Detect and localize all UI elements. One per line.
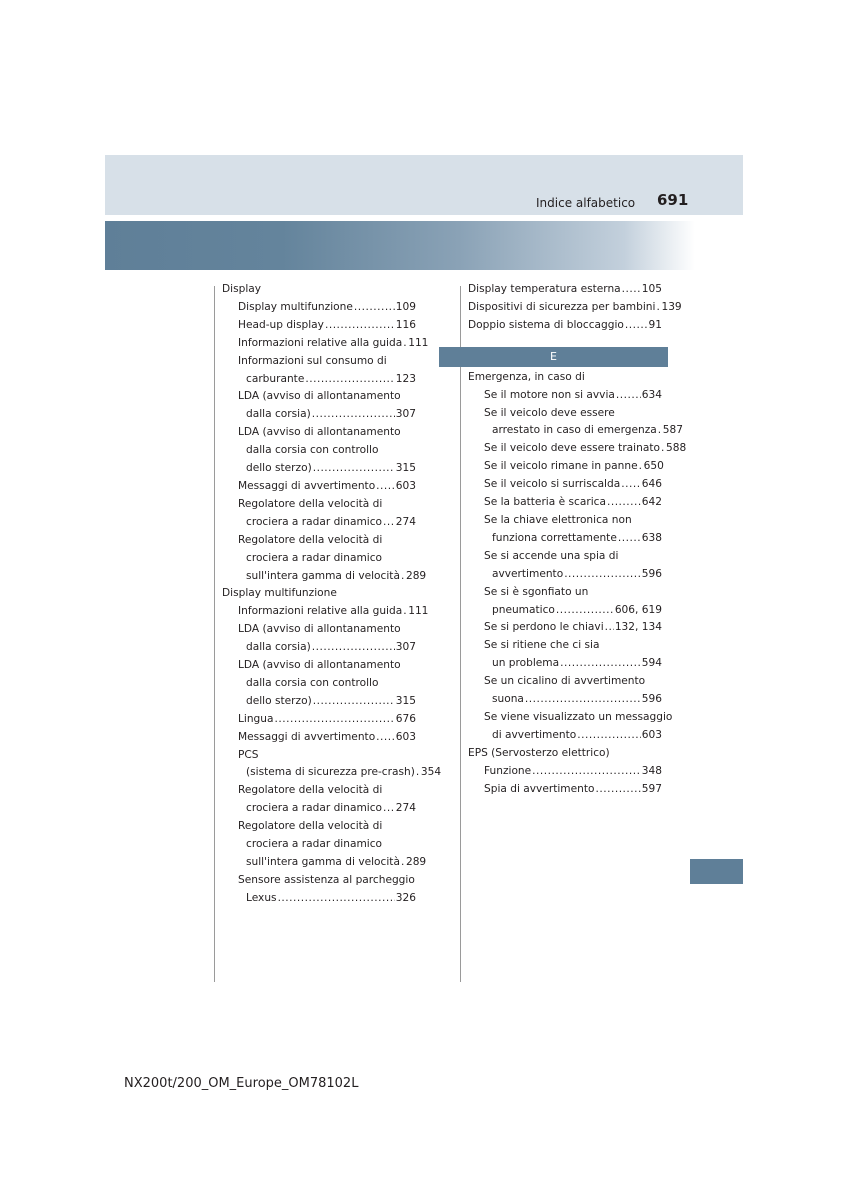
- entry-page-number: 111: [408, 605, 429, 618]
- index-subentry: [222, 371, 416, 389]
- dot-leader: [325, 317, 395, 335]
- entry-text: Lexus: [246, 891, 277, 904]
- index-entry: [468, 745, 662, 763]
- index-subentry: [222, 764, 442, 782]
- dot-leader: [401, 568, 405, 586]
- entry-text: PCS: [238, 748, 259, 761]
- index-entry: [468, 369, 662, 387]
- index-subentry: [468, 566, 662, 584]
- index-subentry: [222, 818, 416, 836]
- index-subentry: [468, 458, 662, 476]
- index-subentry: [222, 890, 416, 908]
- entry-text: crociera a radar dinamico: [246, 515, 383, 528]
- entry-page-number: 642: [641, 496, 662, 509]
- index-subentry: [222, 317, 416, 335]
- entry-text: dalla corsia): [246, 641, 311, 654]
- entry-text: pneumatico: [492, 603, 555, 616]
- entry-text: avvertimento: [492, 567, 564, 580]
- entry-page-number: 289: [405, 569, 427, 582]
- right-index-bottom: [468, 369, 687, 799]
- entry-text: dalla corsia con controllo: [246, 444, 379, 457]
- entry-page-number: 315: [395, 462, 416, 475]
- entry-page-number: 588: [665, 442, 687, 455]
- entry-text: Informazioni relative alla guida: [238, 336, 403, 349]
- dot-leader: [403, 335, 407, 353]
- dot-leader: [313, 693, 395, 711]
- entry-text: Display multifunzione: [238, 300, 353, 313]
- index-subentry: [222, 335, 429, 353]
- entry-page-number: 116: [395, 318, 416, 331]
- index-subentry: [468, 602, 662, 620]
- entry-page-number: 111: [408, 336, 429, 349]
- entry-page-number: 274: [395, 802, 416, 815]
- entry-text: Se il veicolo rimane in panne: [484, 460, 638, 473]
- entry-text: Se si è sgonfiato un: [484, 585, 589, 598]
- entry-page-number: 354: [420, 766, 442, 779]
- dot-leader: [616, 387, 641, 405]
- dot-leader: [564, 566, 641, 584]
- entry-page-number: 289: [405, 856, 427, 868]
- dot-leader: [376, 729, 395, 747]
- entry-text: Funzione: [484, 764, 532, 777]
- dot-leader: [275, 711, 395, 729]
- index-subentry: [222, 782, 416, 800]
- entry-page-number: 603: [641, 728, 662, 741]
- index-subentry: [222, 568, 427, 586]
- entry-text: dello sterzo): [246, 462, 312, 475]
- entry-text: Se la chiave elettronica non: [484, 513, 632, 526]
- index-subentry: [468, 422, 683, 440]
- index-subentry: [222, 675, 416, 693]
- entry-text: Se il veicolo deve essere: [484, 406, 615, 419]
- right-index-top: [468, 281, 682, 335]
- left-index-column: [222, 281, 442, 908]
- header-bar: [105, 155, 743, 215]
- index-subentry: [222, 639, 416, 657]
- index-subentry: [468, 476, 662, 494]
- page-number: 691: [657, 191, 689, 209]
- dot-leader: [401, 854, 405, 872]
- index-subentry: [468, 440, 687, 458]
- index-subentry: [222, 800, 416, 818]
- entry-text: EPS (Servosterzo elettrico): [468, 746, 610, 759]
- index-subentry: [222, 496, 416, 514]
- entry-text: suona: [492, 693, 524, 706]
- index-subentry: [222, 729, 416, 747]
- index-subentry: [468, 709, 673, 727]
- dot-leader: [656, 299, 660, 317]
- index-subentry: [468, 763, 662, 781]
- dot-leader: [403, 603, 407, 621]
- entry-text: dello sterzo): [246, 694, 312, 707]
- entry-text: Display temperatura esterna: [468, 283, 621, 295]
- entry-text: Se si accende una spia di: [484, 549, 619, 562]
- entry-text: Spia di avvertimento: [484, 782, 595, 795]
- entry-text: Informazioni relative alla guida: [238, 605, 403, 618]
- entry-text: Regolatore della velocità di: [238, 497, 383, 510]
- dot-leader: [605, 619, 614, 637]
- entry-text: Emergenza, in caso di: [468, 370, 585, 383]
- dot-leader: [532, 763, 641, 781]
- entry-page-number: 634: [641, 388, 662, 401]
- entry-text: funziona correttamente: [492, 531, 617, 544]
- index-subentry: [468, 655, 662, 673]
- entry-page-number: 603: [395, 730, 416, 743]
- dot-leader: [595, 781, 640, 799]
- entry-page-number: 348: [641, 764, 662, 777]
- entry-text: crociera a radar dinamico: [246, 551, 383, 564]
- index-subentry: [222, 406, 416, 424]
- entry-text: Informazioni sul consumo di: [238, 354, 387, 367]
- entry-page-number: 596: [641, 567, 662, 580]
- dot-leader: [312, 639, 395, 657]
- dot-leader: [658, 422, 662, 440]
- dot-leader: [312, 406, 395, 424]
- entry-text: Messaggi di avvertimento: [238, 730, 376, 743]
- entry-text: Se un cicalino di avvertimento: [484, 675, 646, 688]
- entry-page-number: 315: [395, 694, 416, 707]
- index-subentry: [222, 550, 416, 568]
- entry-text: Se viene visualizzato un messaggio: [484, 710, 673, 723]
- entry-text: Regolatore della velocità di: [238, 533, 383, 546]
- entry-text: Regolatore della velocità di: [238, 784, 383, 797]
- index-subentry: [222, 747, 416, 765]
- entry-text: (sistema di sicurezza pre-crash): [246, 766, 415, 779]
- entry-page-number: 638: [641, 531, 662, 544]
- index-subentry: [468, 405, 662, 423]
- entry-page-number: 587: [662, 424, 683, 437]
- entry-page-number: 105: [641, 283, 662, 295]
- dot-leader: [621, 476, 641, 494]
- left-column-rule: [214, 286, 215, 982]
- entry-text: Dispositivi di sicurezza per bambini: [468, 300, 656, 313]
- entry-text: sull'intera gamma di velocità: [246, 856, 400, 868]
- entry-page-number: 274: [395, 515, 416, 528]
- index-subentry: [468, 727, 662, 745]
- dot-leader: [622, 281, 641, 299]
- dot-leader: [639, 458, 643, 476]
- dot-leader: [383, 514, 395, 532]
- dot-leader: [661, 440, 665, 458]
- index-subentry: [222, 657, 416, 675]
- entry-text: crociera a radar dinamico: [246, 802, 383, 815]
- dot-leader: [625, 317, 648, 335]
- index-entry: [468, 299, 682, 317]
- entry-text: dalla corsia): [246, 408, 311, 421]
- index-subentry: [222, 836, 416, 854]
- entry-text: Head-up display: [238, 318, 324, 331]
- index-subentry: [468, 691, 662, 709]
- dot-leader: [607, 494, 641, 512]
- entry-page-number: 109: [395, 300, 416, 313]
- index-subentry: [222, 532, 416, 550]
- entry-text: Se il veicolo deve essere trainato: [484, 442, 660, 455]
- entry-page-number: 596: [641, 693, 662, 706]
- index-entry: [222, 585, 416, 603]
- entry-page-number: 594: [641, 657, 662, 670]
- entry-text: Se la batteria è scarica: [484, 496, 606, 509]
- dot-leader: [556, 602, 614, 620]
- entry-page-number: 606, 619: [614, 603, 662, 616]
- index-subentry: [468, 512, 662, 530]
- index-subentry: [222, 442, 416, 460]
- entry-text: carburante: [246, 372, 305, 385]
- entry-page-number: 123: [395, 372, 416, 385]
- index-subentry: [468, 584, 662, 602]
- entry-text: Se il veicolo si surriscalda: [484, 478, 621, 491]
- index-subentry: [468, 637, 662, 655]
- index-entry: [468, 317, 662, 335]
- index-subentry: [468, 673, 662, 691]
- index-subentry: [222, 621, 416, 639]
- entry-text: crociera a radar dinamico: [246, 838, 383, 851]
- index-entry: [468, 281, 662, 299]
- dot-leader: [577, 727, 641, 745]
- entry-text: Messaggi di avvertimento: [238, 479, 376, 492]
- entry-text: Sensore assistenza al parcheggio: [238, 873, 415, 886]
- header-title: Indice alfabetico: [536, 196, 636, 210]
- dot-leader: [305, 371, 394, 389]
- entry-text: LDA (avviso di allontanamento: [238, 390, 401, 403]
- dot-leader: [376, 478, 395, 496]
- dot-leader: [560, 655, 641, 673]
- dot-leader: [525, 691, 641, 709]
- entry-text: dalla corsia con controllo: [246, 676, 379, 689]
- entry-page-number: 139: [661, 300, 682, 313]
- entry-page-number: 132, 134: [614, 621, 662, 634]
- entry-text: LDA (avviso di allontanamento: [238, 426, 401, 439]
- entry-page-number: 307: [395, 408, 416, 421]
- entry-text: Doppio sistema di bloccaggio: [468, 318, 624, 331]
- index-subentry: [222, 478, 416, 496]
- entry-page-number: 603: [395, 479, 416, 492]
- index-subentry: [222, 460, 416, 478]
- index-entry: [222, 281, 416, 299]
- dot-leader: [618, 530, 641, 548]
- index-subentry: [222, 299, 416, 317]
- thumb-index-tab: [690, 859, 743, 884]
- entry-page-number: 307: [395, 641, 416, 654]
- index-subentry: [222, 693, 416, 711]
- section-letter-bar: E: [439, 347, 668, 367]
- index-subentry: [222, 603, 429, 621]
- index-subentry: [222, 353, 416, 371]
- index-subentry: [222, 388, 416, 406]
- entry-text: LDA (avviso di allontanamento: [238, 623, 401, 636]
- header-band: [105, 221, 695, 270]
- index-subentry: [222, 711, 416, 729]
- index-subentry: [222, 872, 416, 890]
- entry-text: Se il motore non si avvia: [484, 388, 615, 401]
- dot-leader: [354, 299, 395, 317]
- right-column-rule: [460, 286, 461, 982]
- dot-leader: [313, 460, 395, 478]
- entry-text: di avvertimento: [492, 728, 577, 741]
- entry-text: Se si perdono le chiavi: [484, 621, 604, 634]
- entry-text: Se si ritiene che ci sia: [484, 639, 600, 652]
- entry-text: Display: [222, 283, 262, 295]
- entry-text: Regolatore della velocità di: [238, 820, 383, 833]
- entry-page-number: 597: [641, 782, 662, 795]
- index-subentry: [468, 781, 662, 799]
- index-subentry: [222, 854, 427, 872]
- index-subentry: [222, 424, 416, 442]
- index-subentry: [468, 387, 662, 405]
- entry-text: un problema: [492, 657, 560, 670]
- entry-text: arrestato in caso di emergenza: [492, 424, 657, 437]
- index-subentry: [468, 530, 662, 548]
- entry-page-number: 650: [643, 460, 664, 473]
- index-subentry: [468, 619, 662, 637]
- entry-page-number: 676: [395, 712, 416, 725]
- entry-text: LDA (avviso di allontanamento: [238, 659, 401, 672]
- dot-leader: [383, 800, 395, 818]
- entry-text: Lingua: [238, 712, 274, 725]
- entry-page-number: 646: [641, 478, 662, 491]
- footer-document-code: NX200t/200_OM_Europe_OM78102L: [124, 1076, 359, 1091]
- right-index-column: [468, 281, 687, 798]
- index-subentry: [468, 548, 662, 566]
- dot-leader: [416, 764, 420, 782]
- entry-page-number: 326: [395, 891, 416, 904]
- index-subentry: [222, 514, 416, 532]
- dot-leader: [278, 890, 395, 908]
- index-subentry: [468, 494, 662, 512]
- entry-page-number: 91: [648, 318, 662, 331]
- entry-text: Display multifunzione: [222, 587, 337, 600]
- entry-text: sull'intera gamma di velocità: [246, 569, 400, 582]
